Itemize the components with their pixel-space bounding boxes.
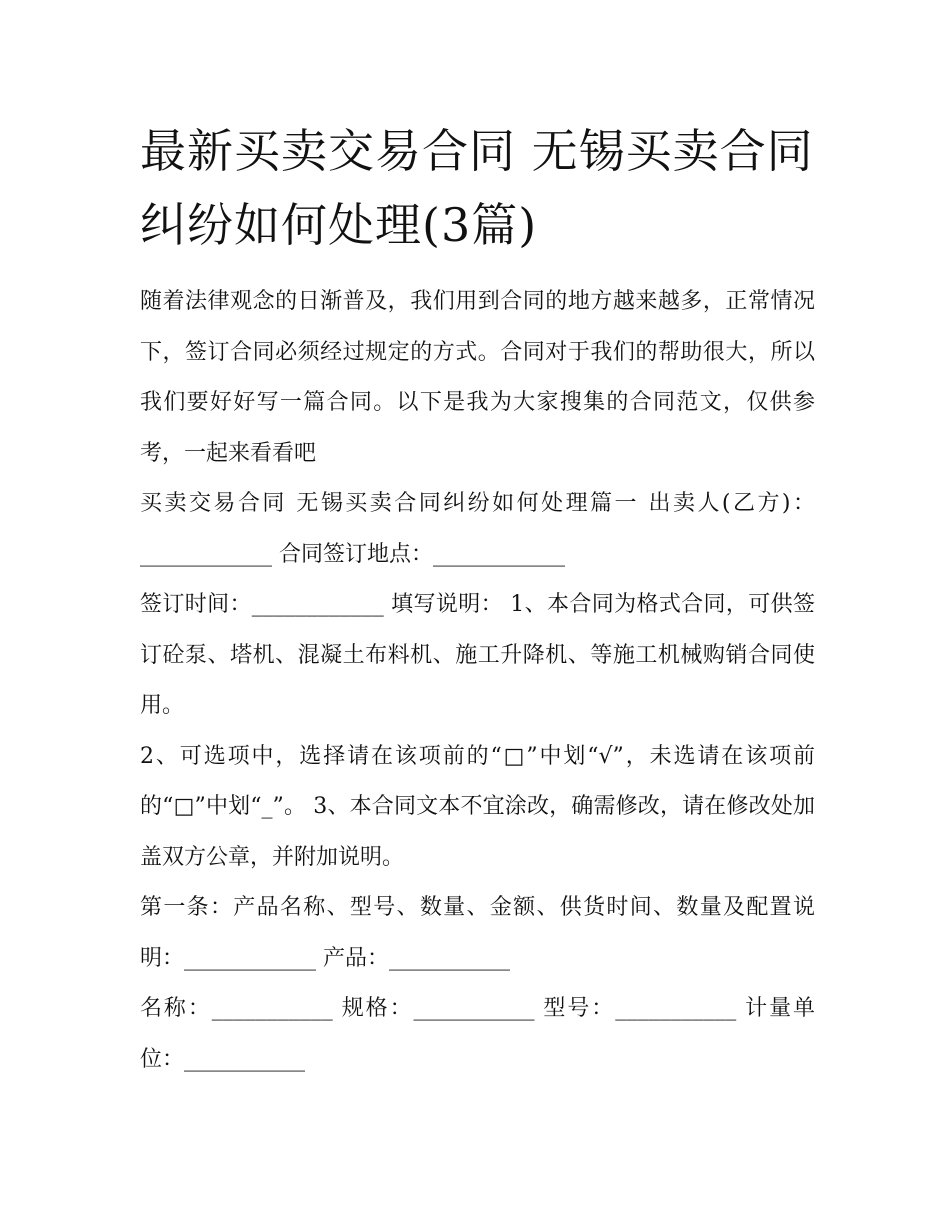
paragraph-option-instructions: 2、可选项中，选择请在该项前的“□”中划“√”，未选请在该项前的“□”中划“_”。 3、本合同文本不宜涂改，确需修改，请在修改处加盖双方公章，并附加说明。 (140, 743, 815, 870)
paragraph-signing-instructions: 签订时间：____________ 填写说明： 1、本合同为格式合同，可供签订砼泵、塔机、混凝土布料机、施工升降机、等施工机械购销合同使用。 (140, 592, 815, 718)
paragraph-product-fields: 名称：___________ 规格：___________ 型号：___________ 计量单位：___________ (140, 996, 815, 1072)
document-title: 最新买卖交易合同 无锡买卖合同纠纷如何处理(3篇) (140, 124, 814, 252)
paragraph-seller-info: 买卖交易合同 无锡买卖合同纠纷如何处理篇一 出卖人(乙方)：____________ 合同签订地点：____________ (140, 491, 815, 567)
paragraph-intro: 随着法律观念的日渐普及，我们用到合同的地方越来越多，正常情况下，签订合同必须经过规定的方式。合同对于我们的帮助很大，所以我们要好好写一篇合同。以下是我为大家搜集的合同范文，仅供参考，一起来看看吧 (140, 289, 815, 466)
document-body (140, 277, 815, 1085)
paragraph-article-one: 第一条：产品名称、型号、数量、金额、供货时间、数量及配置说明：____________ 产品：___________ (140, 895, 815, 971)
